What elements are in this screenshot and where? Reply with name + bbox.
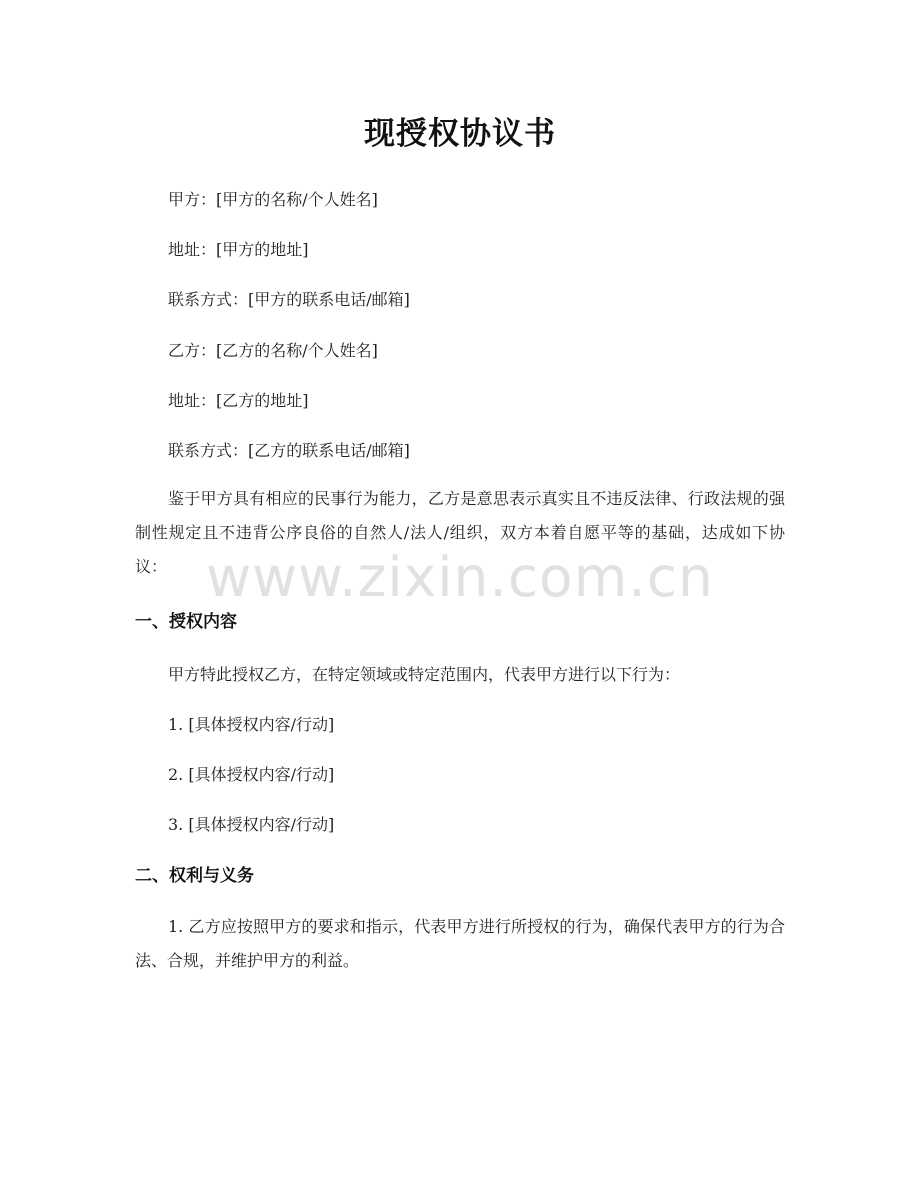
party-a-address: 地址：[甲方的地址] <box>168 240 309 259</box>
party-b-address: 地址：[乙方的地址] <box>168 391 309 410</box>
party-a-contact: 联系方式：[甲方的联系电话/邮箱] <box>168 290 410 309</box>
section-1-heading: 一、授权内容 <box>135 612 237 632</box>
section-2-heading: 二、权利与义务 <box>135 866 254 886</box>
section-2-paragraph-1: 1. 乙方应按照甲方的要求和指示，代表甲方进行所授权的行为，确保代表甲方的行为合法、合规，并维护甲方的利益。 <box>135 917 785 970</box>
watermark: www.zixin.com.cn <box>206 545 714 609</box>
party-a-name: 甲方：[甲方的名称/个人姓名] <box>168 190 378 209</box>
section-1-item-2: 2. [具体授权内容/行动] <box>168 765 335 784</box>
document-title: 现授权协议书 <box>364 116 556 152</box>
party-b-name: 乙方：[乙方的名称/个人姓名] <box>168 341 378 360</box>
preamble-paragraph: 鉴于甲方具有相应的民事行为能力，乙方是意思表示真实且不违反法律、行政法规的强制性规定且不违背公序良俗的自然人/法人/组织，双方本着自愿平等的基础，达成如下协议： <box>135 489 785 576</box>
section-1-intro: 甲方特此授权乙方，在特定领域或特定范围内，代表甲方进行以下行为： <box>168 665 681 684</box>
section-1-item-3: 3. [具体授权内容/行动] <box>168 815 335 834</box>
party-b-contact: 联系方式：[乙方的联系电话/邮箱] <box>168 441 410 460</box>
section-1-item-1: 1. [具体授权内容/行动] <box>168 715 335 734</box>
